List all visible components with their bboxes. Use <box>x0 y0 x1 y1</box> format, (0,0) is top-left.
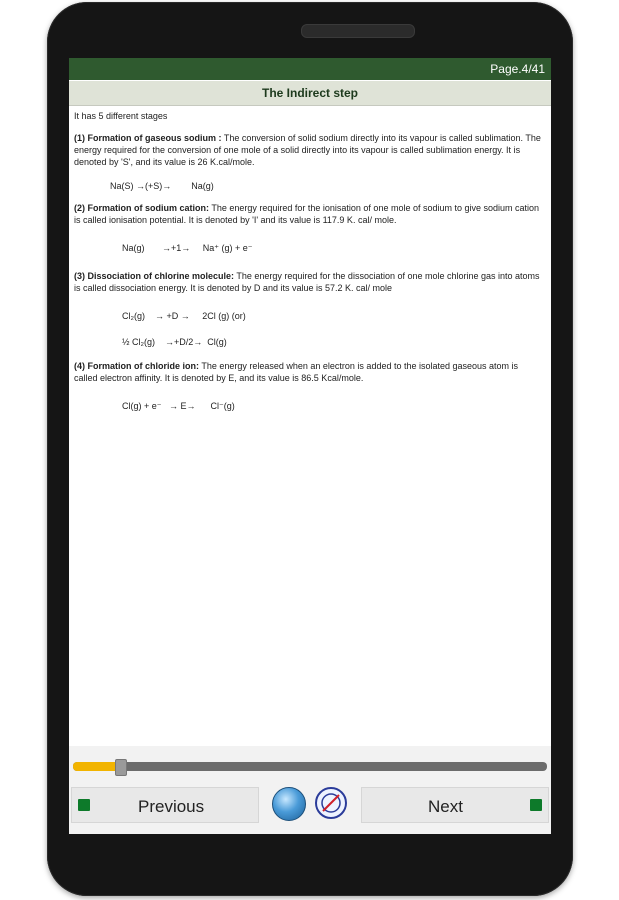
lesson-content <box>74 110 544 422</box>
skip-back-icon <box>78 799 90 811</box>
equation: Cl₂(g) → +D → 2Cl (g) (or) <box>122 311 246 321</box>
equation: Cl(g) + e⁻ → E→ Cl⁻(g) <box>122 401 235 411</box>
bottom-controls <box>69 746 551 834</box>
section-4-paragraph <box>74 360 544 384</box>
progress-thumb[interactable] <box>115 759 127 776</box>
intro-text: It has 5 different stages <box>74 111 168 121</box>
section-1-text: The conversion of solid sodium directly into its vapour is called sublimation. The energy required for the conversion of one mole of a solid directly into its vapour is called sublimation energy. It is denoted by 'S', and its value is 26 K.cal/mole. <box>74 133 541 167</box>
page-indicator: Page.4/41 <box>490 62 545 76</box>
equation: Na(S) →(+S)→ Na(g) <box>110 181 214 191</box>
top-bar <box>69 58 551 80</box>
section-4-text: The energy released when an electron is added to the isolated gaseous atom is called electron affinity. It is denoted by E, and its value is 86.5 Kcal/mole. <box>74 361 519 383</box>
equation: ½ Cl₂(g) →+D/2→ Cl(g) <box>122 337 227 347</box>
home-icon[interactable] <box>272 787 306 821</box>
skip-forward-icon <box>530 799 542 811</box>
section-1-paragraph <box>74 132 544 168</box>
section-3-paragraph <box>74 270 544 294</box>
next-button[interactable] <box>361 787 549 823</box>
section-4-heading: (4) Formation of chloride ion: <box>74 361 199 371</box>
section-1-heading: (1) Formation of gaseous sodium : <box>74 133 222 143</box>
section-3-heading: (3) Dissociation of chlorine molecule: <box>74 271 235 281</box>
section-3-text: The energy required for the dissociation of one mole chlorine gas into atoms is called dissociation energy. It is denoted by D and its value is 57.2 K. cal/ mole <box>74 271 540 293</box>
audio-off-icon[interactable] <box>315 787 347 819</box>
equation: Na(g) →+1→ Na⁺ (g) + e⁻ <box>122 243 253 253</box>
page-title: The Indirect step <box>69 81 551 106</box>
section-2-heading: (2) Formation of sodium cation: <box>74 203 209 213</box>
app-screen <box>69 58 551 834</box>
speaker-grille <box>301 24 415 38</box>
next-label: Next <box>428 797 463 816</box>
section-2-text: The energy required for the ionisation of one mole of sodium to give sodium cation is called ionisation potential. It is denoted by 'I' and its value is 117.9 K. cal/ mole. <box>74 203 540 225</box>
previous-label: Previous <box>138 797 205 816</box>
previous-button[interactable] <box>71 787 259 823</box>
progress-slider[interactable] <box>73 762 547 771</box>
progress-fill <box>73 762 120 771</box>
section-2-paragraph <box>74 202 544 226</box>
